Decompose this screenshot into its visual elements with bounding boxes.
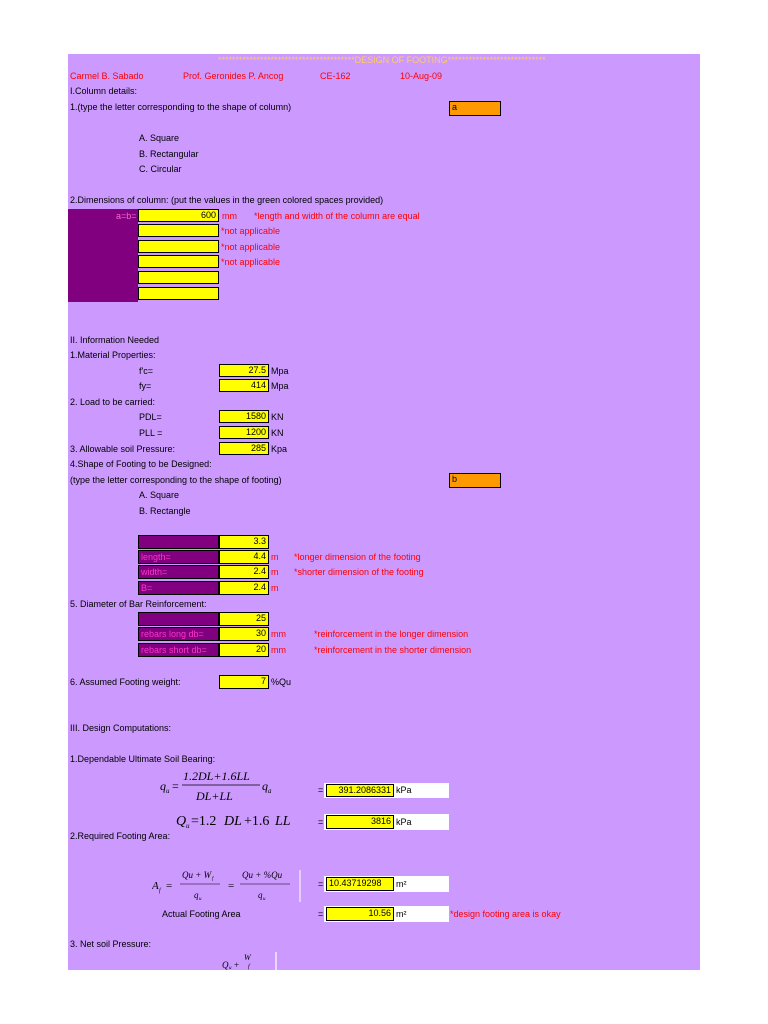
svg-text:u: u <box>229 966 232 970</box>
dimension-input-4[interactable] <box>138 255 219 268</box>
fy-label: fy= <box>139 381 152 391</box>
pll-unit: KN <box>271 428 284 438</box>
dimension-input-6[interactable] <box>138 287 219 300</box>
svg-text:DL: DL <box>224 814 242 829</box>
Qu-result: 3816 <box>326 815 394 829</box>
svg-text:Q: Q <box>222 960 229 970</box>
svg-text:+: + <box>234 960 240 970</box>
svg-text:W: W <box>244 953 251 962</box>
not-applicable-note-3: *not applicable <box>221 257 281 267</box>
rebar-short-input[interactable]: 20 <box>219 643 269 657</box>
fy-unit: Mpa <box>271 381 289 391</box>
rebar-short-label: rebars short db= <box>138 643 219 657</box>
svg-text:DL+LL: DL+LL <box>196 789 233 803</box>
section2-title: II. Information Needed <box>70 335 160 345</box>
width-input[interactable]: 2.4 <box>219 565 269 579</box>
svg-text:Qu + %Qu: Qu + %Qu <box>242 870 283 880</box>
pdl-input[interactable]: 1580 <box>219 410 269 423</box>
footing-shape-input[interactable]: b <box>449 473 501 488</box>
soil-pressure-unit: Kpa <box>271 444 288 454</box>
dimension-note: *length and width of the column are equal <box>254 211 420 221</box>
svg-text:u: u <box>186 822 190 830</box>
date: 10-Aug-09 <box>400 71 443 81</box>
svg-text:f: f <box>212 877 214 882</box>
svg-text:A: A <box>152 880 159 892</box>
fc-unit: Mpa <box>271 366 289 376</box>
svg-text:q: q <box>262 779 268 793</box>
length-unit: m <box>271 552 279 562</box>
rebar-long-unit: mm <box>271 629 286 639</box>
svg-text:f: f <box>248 964 250 970</box>
af-equals: = <box>318 879 324 889</box>
actual-area-result: 10.56 <box>326 907 394 921</box>
bar-blank-label-cell <box>138 612 219 626</box>
spreadsheet <box>68 54 700 970</box>
column-dimension-input[interactable]: 600 <box>138 209 219 222</box>
qu-equals: = <box>318 785 324 795</box>
option-rectangle-footing: B. Rectangle <box>139 506 191 516</box>
b-unit: m <box>271 583 279 593</box>
rebar-short-note: *reinforcement in the shorter dimension <box>314 645 472 655</box>
course-code: CE-162 <box>320 71 351 81</box>
pll-label: PLL = <box>139 428 163 438</box>
svg-text:a: a <box>268 787 272 795</box>
dimension-input-2[interactable] <box>138 224 219 237</box>
svg-text:u: u <box>166 787 170 795</box>
section1-title: I.Column details: <box>70 86 138 96</box>
svg-text:Q: Q <box>176 814 187 829</box>
dimension-label-block <box>68 209 138 302</box>
svg-text:q: q <box>258 890 263 900</box>
footing-shape-question: (type the letter corresponding to the shape of footing) <box>70 475 282 485</box>
dependable-bearing-label: 1.Dependable Ultimate Soil Bearing: <box>70 754 216 764</box>
pll-input[interactable]: 1200 <box>219 426 269 439</box>
professor-name: Prof. Geronides P. Ancog <box>183 71 284 81</box>
Qu-formula <box>176 810 306 832</box>
actual-area-note: *design footing area is okay <box>450 909 561 919</box>
svg-text:Qu + W: Qu + W <box>182 870 212 880</box>
width-unit: m <box>271 567 279 577</box>
column-dimensions-question: 2.Dimensions of column: (put the values in the green colored spaces provided) <box>70 195 384 205</box>
net-pressure-formula-partial <box>218 950 288 970</box>
column-shape-input[interactable]: a <box>449 101 501 116</box>
not-applicable-note-1: *not applicable <box>221 226 281 236</box>
svg-text:f: f <box>159 888 161 894</box>
dimension-input-3[interactable] <box>138 240 219 253</box>
required-area-label: 2.Required Footing Area: <box>70 831 171 841</box>
actual-equals: = <box>318 909 324 919</box>
footing-weight-input[interactable]: 7 <box>219 675 269 689</box>
fc-input[interactable]: 27.5 <box>219 364 269 377</box>
column-shape-question: 1.(type the letter corresponding to the shape of column) <box>70 102 292 112</box>
length-input[interactable]: 4.4 <box>219 550 269 564</box>
dimension-unit: mm <box>222 211 237 221</box>
length-note: *longer dimension of the footing <box>294 552 421 562</box>
width-label: width= <box>138 565 219 579</box>
bar-diameter-label: 5. Diameter of Bar Reinforcement: <box>70 599 207 609</box>
svg-text:u: u <box>199 897 202 902</box>
fy-input[interactable]: 414 <box>219 379 269 392</box>
rebar-long-input[interactable]: 30 <box>219 627 269 641</box>
qu-unit: kPa <box>396 785 412 795</box>
footing-shape-label: 4.Shape of Footing to be Designed: <box>70 459 212 469</box>
b-input[interactable]: 2.4 <box>219 581 269 595</box>
sheet-title: ***************************************DESIGN OF FOOTING**************************** <box>218 55 546 65</box>
author-name: Carmel B. Sabado <box>70 71 144 81</box>
svg-text:q: q <box>194 890 199 900</box>
svg-text:=: = <box>166 880 173 892</box>
footing-weight-unit: %Qu <box>271 677 292 687</box>
qu-result: 391.2086331 <box>326 784 394 797</box>
pdl-unit: KN <box>271 412 284 422</box>
rebar-short-unit: mm <box>271 645 286 655</box>
b-label: B= <box>138 581 219 595</box>
option-rectangular: B. Rectangular <box>139 149 199 159</box>
soil-pressure-label: 3. Allowable soil Pressure: <box>70 444 176 454</box>
length-label: length= <box>138 550 219 564</box>
af-unit: m² <box>396 879 407 889</box>
soil-pressure-input[interactable]: 285 <box>219 442 269 455</box>
option-square-footing: A. Square <box>139 490 180 500</box>
footing-weight-label: 6. Assumed Footing weight: <box>70 677 181 687</box>
material-properties-label: 1.Material Properties: <box>70 350 156 360</box>
rebar-long-label: rebars long db= <box>138 627 219 641</box>
svg-text:+1.6: +1.6 <box>244 814 270 829</box>
svg-text:u: u <box>263 897 266 902</box>
af-formula <box>152 866 332 906</box>
Qu-equals: = <box>318 817 324 827</box>
bar-blank-value[interactable]: 25 <box>219 612 269 626</box>
option-circular: C. Circular <box>139 164 182 174</box>
svg-text:=: = <box>228 880 235 892</box>
af-result: 10.43719298 <box>326 877 394 891</box>
svg-text:=: = <box>172 779 179 793</box>
net-soil-pressure-label: 3. Net soil Pressure: <box>70 939 152 949</box>
qu-formula <box>160 766 300 806</box>
dimension-input-5[interactable] <box>138 271 219 284</box>
actual-area-unit: m² <box>396 909 407 919</box>
not-applicable-note-2: *not applicable <box>221 242 281 252</box>
svg-text:1.2DL+1.6LL: 1.2DL+1.6LL <box>183 769 250 783</box>
blank-label-cell <box>138 535 219 549</box>
dimension-label: a=b= <box>116 211 137 221</box>
pdl-label: PDL= <box>139 412 162 422</box>
Qu-unit: kPa <box>396 817 412 827</box>
width-note: *shorter dimension of the footing <box>294 567 424 577</box>
fc-label: f'c= <box>139 366 153 376</box>
section3-title: III. Design Computations: <box>70 723 172 733</box>
svg-text:=1.2: =1.2 <box>191 814 217 829</box>
actual-area-label: Actual Footing Area <box>162 909 241 919</box>
footing-blank-value[interactable]: 3.3 <box>219 535 269 549</box>
svg-text:LL: LL <box>275 814 291 829</box>
load-label: 2. Load to be carried: <box>70 397 156 407</box>
svg-text:q: q <box>160 779 166 793</box>
option-square: A. Square <box>139 133 180 143</box>
rebar-long-note: *reinforcement in the longer dimension <box>314 629 469 639</box>
